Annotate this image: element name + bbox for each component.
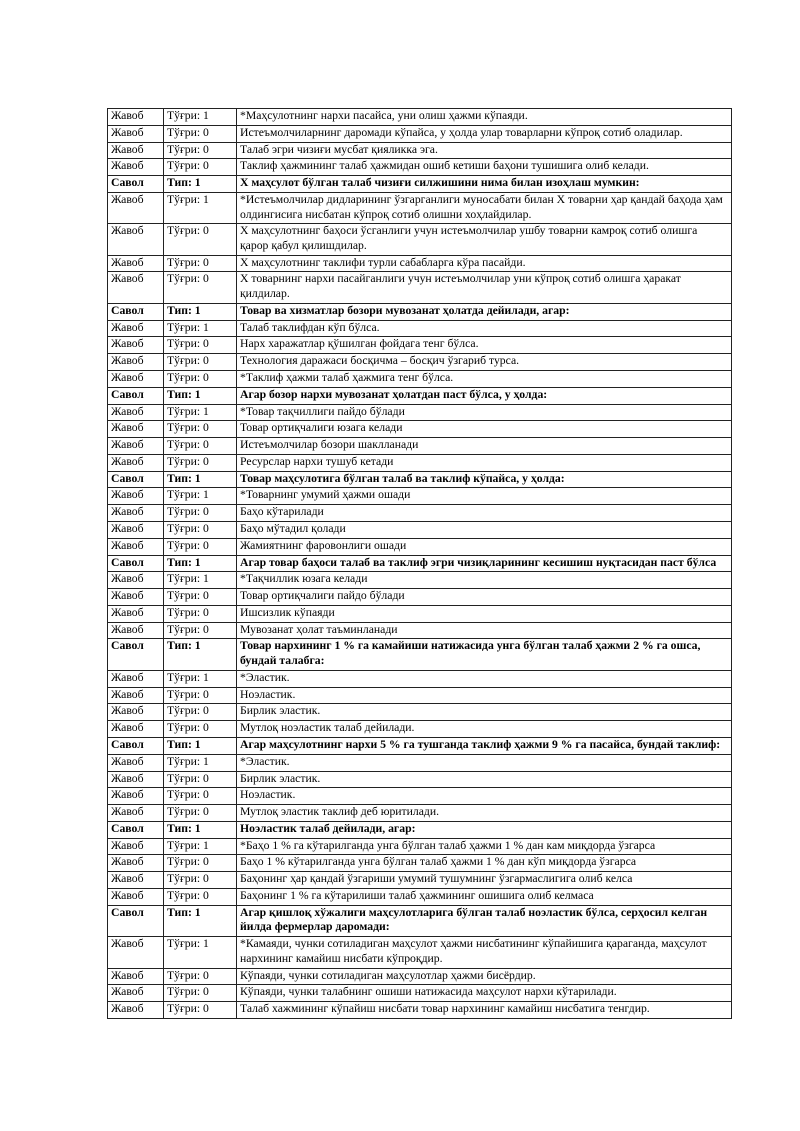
row-correct-cell: Тўғри: 1 xyxy=(164,404,237,421)
row-text-cell: *Таклиф ҳажми талаб ҳажмига тенг бўлса. xyxy=(237,370,732,387)
row-type-cell: Жавоб xyxy=(108,605,164,622)
row-text-cell: Товар нархининг 1 % га камайиши натижасида унга бўлган талаб ҳажми 2 % га ошса, бундай талабга: xyxy=(237,639,732,670)
row-text-cell: Талаб эгри чизиғи мусбат қияликка эга. xyxy=(237,142,732,159)
row-text-cell: Талаб хажмининг кўпайиш нисбати товар нархининг камайиш нисбатига тенгдир. xyxy=(237,1002,732,1019)
row-type-cell: Жавоб xyxy=(108,985,164,1002)
row-correct-cell: Тип: 1 xyxy=(164,905,237,936)
row-text-cell: Баҳонинг ҳар қандай ўзгариши умумий тушумнинг ўзгармаслигига олиб келса xyxy=(237,872,732,889)
answer-row xyxy=(108,192,732,223)
row-type-cell: Савол xyxy=(108,639,164,670)
row-text-cell: Ноэластик талаб дейилади, агар: xyxy=(237,821,732,838)
answer-row xyxy=(108,888,732,905)
row-correct-cell: Тўғри: 1 xyxy=(164,320,237,337)
row-text-cell: Истеъмолчиларнинг даромади кўпайса, у ҳолда улар товарларни кўпроқ сотиб оладилар. xyxy=(237,125,732,142)
row-correct-cell: Тўғри: 0 xyxy=(164,538,237,555)
answer-row xyxy=(108,438,732,455)
row-text-cell: Бирлик эластик. xyxy=(237,771,732,788)
answer-row xyxy=(108,255,732,272)
row-text-cell: Баҳонинг 1 % га кўтарилиши талаб ҳажмининг ошишига олиб келмаса xyxy=(237,888,732,905)
row-type-cell: Жавоб xyxy=(108,704,164,721)
row-type-cell: Жавоб xyxy=(108,687,164,704)
row-type-cell: Савол xyxy=(108,387,164,404)
row-correct-cell: Тўғри: 1 xyxy=(164,937,237,968)
row-correct-cell: Тип: 1 xyxy=(164,176,237,193)
row-correct-cell: Тип: 1 xyxy=(164,471,237,488)
answer-row xyxy=(108,805,732,822)
answer-row xyxy=(108,855,732,872)
row-type-cell: Савол xyxy=(108,905,164,936)
row-correct-cell: Тўғри: 0 xyxy=(164,159,237,176)
row-type-cell: Жавоб xyxy=(108,404,164,421)
answer-row xyxy=(108,838,732,855)
row-correct-cell: Тўғри: 0 xyxy=(164,888,237,905)
row-correct-cell: Тўғри: 0 xyxy=(164,788,237,805)
row-type-cell: Жавоб xyxy=(108,337,164,354)
row-correct-cell: Тўғри: 1 xyxy=(164,754,237,771)
question-row xyxy=(108,555,732,572)
row-text-cell: Мутлоқ ноэластик талаб дейилади. xyxy=(237,721,732,738)
answer-row xyxy=(108,622,732,639)
row-text-cell: Мувозанат ҳолат таъминланади xyxy=(237,622,732,639)
question-row xyxy=(108,821,732,838)
question-row xyxy=(108,176,732,193)
row-correct-cell: Тўғри: 0 xyxy=(164,354,237,371)
row-text-cell: Товар маҳсулотига бўлган талаб ва таклиф кўпайса, у ҳолда: xyxy=(237,471,732,488)
row-correct-cell: Тип: 1 xyxy=(164,387,237,404)
row-type-cell: Жавоб xyxy=(108,872,164,889)
row-type-cell: Жавоб xyxy=(108,505,164,522)
row-text-cell: Жамиятнинг фаровонлиги ошади xyxy=(237,538,732,555)
row-correct-cell: Тўғри: 0 xyxy=(164,224,237,255)
row-correct-cell: Тўғри: 0 xyxy=(164,421,237,438)
row-correct-cell: Тўғри: 1 xyxy=(164,572,237,589)
row-correct-cell: Тўғри: 0 xyxy=(164,1002,237,1019)
row-text-cell: Х товарнинг нархи пасайганлиги учун истеъмолчилар уни кўпроқ сотиб олишга ҳаракат қилдилар. xyxy=(237,272,732,303)
row-text-cell: Мутлоқ эластик таклиф деб юритилади. xyxy=(237,805,732,822)
answer-row xyxy=(108,320,732,337)
row-correct-cell: Тўғри: 0 xyxy=(164,855,237,872)
row-type-cell: Жавоб xyxy=(108,572,164,589)
answer-row xyxy=(108,687,732,704)
row-type-cell: Жавоб xyxy=(108,354,164,371)
row-type-cell: Жавоб xyxy=(108,109,164,126)
row-text-cell: Кўпаяди, чунки сотиладиган маҳсулотлар ҳажми бисёрдир. xyxy=(237,968,732,985)
row-type-cell: Савол xyxy=(108,303,164,320)
row-correct-cell: Тип: 1 xyxy=(164,303,237,320)
row-type-cell: Жавоб xyxy=(108,1002,164,1019)
answer-row xyxy=(108,605,732,622)
row-type-cell: Жавоб xyxy=(108,272,164,303)
row-text-cell: Нарх харажатлар қўшилган фойдага тенг бўлса. xyxy=(237,337,732,354)
row-text-cell: *Эластик. xyxy=(237,754,732,771)
row-text-cell: Талаб таклифдан кўп бўлса. xyxy=(237,320,732,337)
row-text-cell: Ноэластик. xyxy=(237,788,732,805)
row-correct-cell: Тип: 1 xyxy=(164,821,237,838)
row-correct-cell: Тўғри: 1 xyxy=(164,109,237,126)
answer-row xyxy=(108,224,732,255)
row-text-cell: Агар бозор нархи мувозанат ҳолатдан паст бўлса, у ҳолда: xyxy=(237,387,732,404)
row-text-cell: *Истеъмолчилар дидларининг ўзгарганлиги муносабати билан Х товарни ҳар қандай баҳода ҳам олдингисига нисбатан кўпроқ сотиб олишни хоҳлайдилар. xyxy=(237,192,732,223)
row-text-cell: Агар товар баҳоси талаб ва таклиф эгри чизиқларининг кесишиш нуқтасидан паст бўлса xyxy=(237,555,732,572)
table-body xyxy=(108,109,732,1019)
answer-row xyxy=(108,872,732,889)
answer-row xyxy=(108,704,732,721)
row-text-cell: Товар ва хизматлар бозори мувозанат ҳолатда дейилади, агар: xyxy=(237,303,732,320)
row-type-cell: Жавоб xyxy=(108,754,164,771)
row-type-cell: Жавоб xyxy=(108,142,164,159)
answer-row xyxy=(108,521,732,538)
row-type-cell: Жавоб xyxy=(108,937,164,968)
row-correct-cell: Тўғри: 0 xyxy=(164,337,237,354)
row-text-cell: Кўпаяди, чунки талабнинг ошиши натижасида маҳсулот нархи кўтарилади. xyxy=(237,985,732,1002)
answer-row xyxy=(108,937,732,968)
row-text-cell: Баҳо 1 % кўтарилганда унга бўлган талаб ҳажми 1 % дан кўп миқдорда ўзгарса xyxy=(237,855,732,872)
row-correct-cell: Тўғри: 0 xyxy=(164,142,237,159)
row-type-cell: Жавоб xyxy=(108,888,164,905)
row-correct-cell: Тўғри: 0 xyxy=(164,438,237,455)
row-text-cell: Ноэластик. xyxy=(237,687,732,704)
row-type-cell: Жавоб xyxy=(108,320,164,337)
row-type-cell: Жавоб xyxy=(108,521,164,538)
answer-row xyxy=(108,354,732,371)
question-answer-table xyxy=(107,108,732,1019)
answer-row xyxy=(108,721,732,738)
answer-row xyxy=(108,337,732,354)
question-row xyxy=(108,471,732,488)
row-correct-cell: Тўғри: 0 xyxy=(164,255,237,272)
row-type-cell: Савол xyxy=(108,471,164,488)
row-type-cell: Жавоб xyxy=(108,968,164,985)
question-row xyxy=(108,737,732,754)
row-correct-cell: Тип: 1 xyxy=(164,737,237,754)
answer-row xyxy=(108,370,732,387)
row-type-cell: Жавоб xyxy=(108,805,164,822)
row-text-cell: Ресурслар нархи тушуб кетади xyxy=(237,454,732,471)
question-row xyxy=(108,303,732,320)
row-correct-cell: Тўғри: 1 xyxy=(164,838,237,855)
answer-row xyxy=(108,538,732,555)
row-text-cell: *Камаяди, чунки сотиладиган маҳсулот ҳажми нисбатининг кўпайишига қараганда, маҳсулот нархининг камайиш нисбати кўпроқдир. xyxy=(237,937,732,968)
answer-row xyxy=(108,505,732,522)
row-correct-cell: Тўғри: 1 xyxy=(164,192,237,223)
row-correct-cell: Тўғри: 1 xyxy=(164,488,237,505)
row-type-cell: Савол xyxy=(108,821,164,838)
row-text-cell: Х маҳсулот бўлган талаб чизиғи силжишини нима билан изоҳлаш мумкин: xyxy=(237,176,732,193)
row-type-cell: Жавоб xyxy=(108,438,164,455)
row-text-cell: Агар маҳсулотнинг нархи 5 % га тушганда таклиф ҳажми 9 % га пасайса, бундай таклиф: xyxy=(237,737,732,754)
row-text-cell: Технология даражаси босқичма – босқич ўзгариб турса. xyxy=(237,354,732,371)
row-text-cell: Товар ортиқчалиги юзага келади xyxy=(237,421,732,438)
row-correct-cell: Тўғри: 0 xyxy=(164,370,237,387)
row-text-cell: Х маҳсулотнинг таклифи турли сабабларга кўра пасайди. xyxy=(237,255,732,272)
row-text-cell: Баҳо кўтарилади xyxy=(237,505,732,522)
row-type-cell: Жавоб xyxy=(108,622,164,639)
row-type-cell: Савол xyxy=(108,176,164,193)
row-type-cell: Жавоб xyxy=(108,538,164,555)
answer-row xyxy=(108,272,732,303)
row-correct-cell: Тўғри: 0 xyxy=(164,521,237,538)
row-correct-cell: Тўғри: 0 xyxy=(164,805,237,822)
answer-row xyxy=(108,985,732,1002)
row-text-cell: Х маҳсулотнинг баҳоси ўсганлиги учун истеъмолчилар ушбу товарни камроқ сотиб олишга қарор қабул қилишдилар. xyxy=(237,224,732,255)
row-text-cell: Товар ортиқчалиги пайдо бўлади xyxy=(237,589,732,606)
row-correct-cell: Тўғри: 0 xyxy=(164,454,237,471)
row-type-cell: Жавоб xyxy=(108,159,164,176)
answer-row xyxy=(108,968,732,985)
answer-row xyxy=(108,788,732,805)
row-correct-cell: Тўғри: 0 xyxy=(164,985,237,1002)
row-text-cell: *Эластик. xyxy=(237,670,732,687)
answer-row xyxy=(108,771,732,788)
row-type-cell: Жавоб xyxy=(108,788,164,805)
answer-row xyxy=(108,572,732,589)
row-type-cell: Жавоб xyxy=(108,488,164,505)
row-text-cell: *Баҳо 1 % га кўтарилганда унга бўлган талаб ҳажми 1 % дан кам миқдорда ўзгарса xyxy=(237,838,732,855)
row-type-cell: Жавоб xyxy=(108,125,164,142)
row-type-cell: Жавоб xyxy=(108,224,164,255)
row-text-cell: Истеъмолчилар бозори шаклланади xyxy=(237,438,732,455)
row-correct-cell: Тўғри: 1 xyxy=(164,670,237,687)
row-correct-cell: Тўғри: 0 xyxy=(164,771,237,788)
row-type-cell: Жавоб xyxy=(108,255,164,272)
row-type-cell: Жавоб xyxy=(108,855,164,872)
row-correct-cell: Тўғри: 0 xyxy=(164,125,237,142)
answer-row xyxy=(108,109,732,126)
row-type-cell: Жавоб xyxy=(108,721,164,738)
row-correct-cell: Тўғри: 0 xyxy=(164,589,237,606)
row-correct-cell: Тўғри: 0 xyxy=(164,605,237,622)
question-row xyxy=(108,639,732,670)
row-correct-cell: Тип: 1 xyxy=(164,639,237,670)
row-correct-cell: Тўғри: 0 xyxy=(164,687,237,704)
row-text-cell: Баҳо мўтадил қолади xyxy=(237,521,732,538)
row-type-cell: Жавоб xyxy=(108,771,164,788)
row-correct-cell: Тўғри: 0 xyxy=(164,872,237,889)
row-text-cell: Бирлик эластик. xyxy=(237,704,732,721)
row-correct-cell: Тўғри: 0 xyxy=(164,622,237,639)
answer-row xyxy=(108,488,732,505)
answer-row xyxy=(108,421,732,438)
row-type-cell: Савол xyxy=(108,555,164,572)
answer-row xyxy=(108,754,732,771)
answer-row xyxy=(108,454,732,471)
answer-row xyxy=(108,404,732,421)
row-correct-cell: Тўғри: 0 xyxy=(164,704,237,721)
row-text-cell: *Товарнинг умумий ҳажми ошади xyxy=(237,488,732,505)
row-text-cell: Ишсизлик кўпаяди xyxy=(237,605,732,622)
answer-row xyxy=(108,670,732,687)
row-type-cell: Жавоб xyxy=(108,370,164,387)
answer-row xyxy=(108,159,732,176)
row-type-cell: Жавоб xyxy=(108,454,164,471)
answer-row xyxy=(108,589,732,606)
row-correct-cell: Тўғри: 0 xyxy=(164,272,237,303)
answer-row xyxy=(108,142,732,159)
answer-row xyxy=(108,125,732,142)
row-correct-cell: Тип: 1 xyxy=(164,555,237,572)
row-type-cell: Жавоб xyxy=(108,192,164,223)
row-text-cell: *Маҳсулотнинг нархи пасайса, уни олиш ҳажми кўпаяди. xyxy=(237,109,732,126)
row-type-cell: Жавоб xyxy=(108,589,164,606)
row-type-cell: Савол xyxy=(108,737,164,754)
row-correct-cell: Тўғри: 0 xyxy=(164,968,237,985)
question-row xyxy=(108,387,732,404)
row-text-cell: Таклиф ҳажмининг талаб ҳажмидан ошиб кетиши баҳони тушишига олиб келади. xyxy=(237,159,732,176)
row-text-cell: *Тақчиллик юзага келади xyxy=(237,572,732,589)
row-text-cell: *Товар тақчиллиги пайдо бўлади xyxy=(237,404,732,421)
row-correct-cell: Тўғри: 0 xyxy=(164,505,237,522)
row-type-cell: Жавоб xyxy=(108,421,164,438)
question-row xyxy=(108,905,732,936)
row-text-cell: Агар қишлоқ хўжалиги маҳсулотларига бўлган талаб ноэластик бўлса, серҳосил келган йилда фермерлар даромади: xyxy=(237,905,732,936)
row-type-cell: Жавоб xyxy=(108,670,164,687)
answer-row xyxy=(108,1002,732,1019)
row-correct-cell: Тўғри: 0 xyxy=(164,721,237,738)
row-type-cell: Жавоб xyxy=(108,838,164,855)
